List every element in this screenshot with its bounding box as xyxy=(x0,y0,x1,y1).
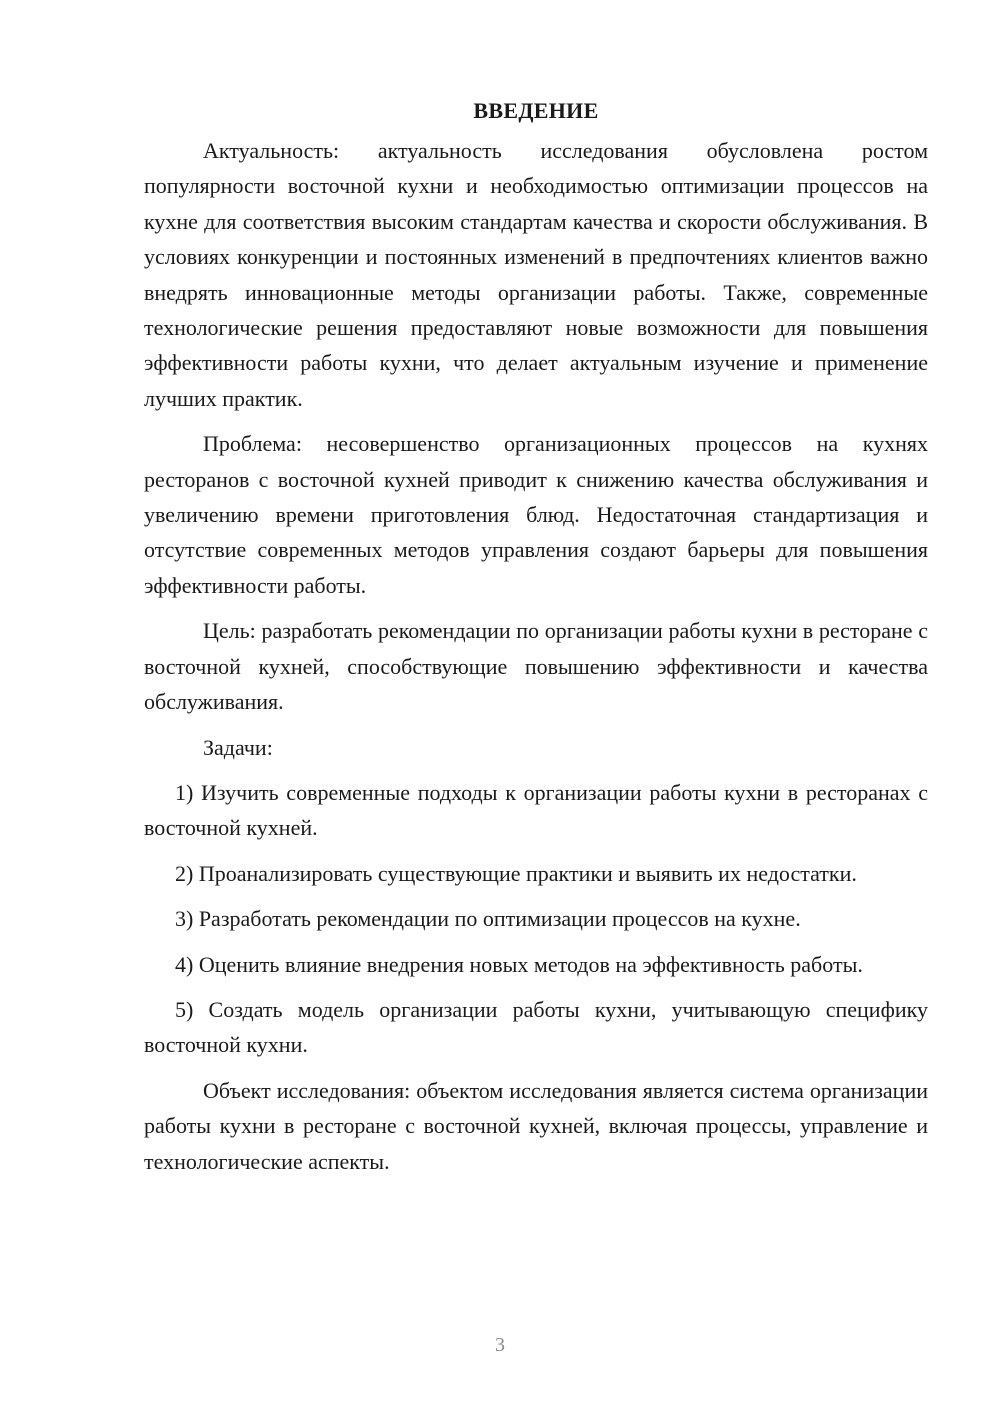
page-number: 3 xyxy=(495,1334,505,1356)
section-heading: ВВЕДЕНИЕ xyxy=(473,98,599,123)
task-item: 4) Оценить влияние внедрения новых методов на эффективность работы. xyxy=(175,951,863,977)
task-item: 5) Создать модель организации работы кухни, учитывающую специфику восточной кухни. xyxy=(144,996,928,1058)
goal-paragraph: Цель: разработать рекомендации по организации работы кухни в ресторане с восточной кухней, способствующие повышению эффективности и качества обслуживания. xyxy=(144,618,928,715)
relevance-paragraph: Актуальность: актуальность исследования обусловлена ростом популярности восточной кухни и необходимостью оптимизации процессов на кухне для соответствия высоким стандартам качества и скорости обслуживания. В условиях конкуренции и постоянных изменений в предпочтениях клиентов важно внедрять инновационные методы организации работы. Также, современные технологические решения предоставляют новые возможности для повышения эффективности работы кухни, что делает актуальным изучение и применение лучших практик. xyxy=(144,138,928,411)
task-item: 1) Изучить современные подходы к организации работы кухни в ресторанах с восточной кухней. xyxy=(144,779,928,841)
document-page xyxy=(144,96,928,1189)
task-item: 3) Разработать рекомендации по оптимизации процессов на кухне. xyxy=(175,906,801,932)
tasks-label: Задачи: xyxy=(203,734,273,760)
task-item: 2) Проанализировать существующие практики и выявить их недостатки. xyxy=(175,860,857,886)
object-paragraph: Объект исследования: объектом исследования является система организации работы кухни в ресторане с восточной кухней, включая процессы, управление и технологические аспекты. xyxy=(144,1077,928,1174)
problem-paragraph: Проблема: несовершенство организационных процессов на кухнях ресторанов с восточной кухней приводит к снижению качества обслуживания и увеличению времени приготовления блюд. Недостаточная стандартизация и отсутствие современных методов управления создают барьеры для повышения эффективности работы. xyxy=(144,431,928,598)
